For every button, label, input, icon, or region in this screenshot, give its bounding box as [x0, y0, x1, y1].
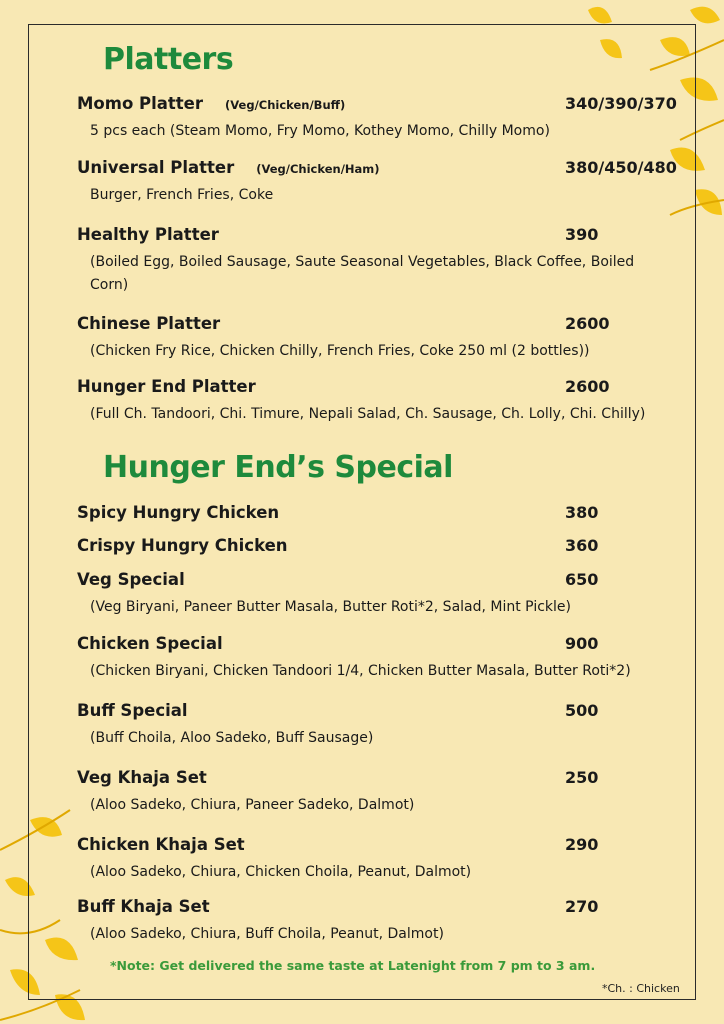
- item-description: (Aloo Sadeko, Chiura, Buff Choila, Peanut, Dalmot): [90, 926, 444, 942]
- item-name: Chicken Special: [77, 634, 223, 653]
- item-description: (Veg Biryani, Paneer Butter Masala, Butter Roti*2, Salad, Mint Pickle): [90, 599, 571, 615]
- item-price: 2600: [565, 314, 610, 333]
- item-name: Hunger End Platter: [77, 377, 256, 396]
- item-description: (Chicken Fry Rice, Chicken Chilly, French Fries, Coke 250 ml (2 bottles)): [90, 343, 590, 359]
- section-title-platters: Platters: [103, 42, 234, 77]
- item-price: 900: [565, 634, 599, 653]
- item-description: (Full Ch. Tandoori, Chi. Timure, Nepali Salad, Ch. Sausage, Ch. Lolly, Chi. Chilly): [90, 406, 646, 422]
- item-description: 5 pcs each (Steam Momo, Fry Momo, Kothey Momo, Chilly Momo): [90, 123, 550, 139]
- item-name: Veg Khaja Set: [77, 768, 207, 787]
- item-name: Momo Platter (Veg/Chicken/Buff): [77, 94, 346, 113]
- item-name: Buff Special: [77, 701, 188, 720]
- delivery-note: *Note: Get delivered the same taste at Latenight from 7 pm to 3 am.: [110, 958, 596, 973]
- item-description: (Aloo Sadeko, Chiura, Paneer Sadeko, Dalmot): [90, 797, 415, 813]
- item-description: (Chicken Biryani, Chicken Tandoori 1/4, Chicken Butter Masala, Butter Roti*2): [90, 663, 631, 679]
- item-price: 650: [565, 570, 599, 589]
- item-name: Crispy Hungry Chicken: [77, 536, 288, 555]
- item-name: Healthy Platter: [77, 225, 219, 244]
- item-description: Burger, French Fries, Coke: [90, 187, 274, 203]
- item-price: 500: [565, 701, 599, 720]
- item-name: Chinese Platter: [77, 314, 221, 333]
- item-name: Chicken Khaja Set: [77, 835, 245, 854]
- item-price: 250: [565, 768, 599, 787]
- item-price: 2600: [565, 377, 610, 396]
- item-price: 360: [565, 536, 599, 555]
- item-price: 380/450/480: [565, 158, 677, 177]
- item-description: (Boiled Egg, Boiled Sausage, Saute Seasonal Vegetables, Black Coffee, Boiled Corn): [90, 254, 635, 293]
- item-name: Buff Khaja Set: [77, 897, 210, 916]
- item-description: (Buff Choila, Aloo Sadeko, Buff Sausage): [90, 730, 374, 746]
- item-description: (Aloo Sadeko, Chiura, Chicken Choila, Peanut, Dalmot): [90, 864, 472, 880]
- item-variants: (Veg/Chicken/Buff): [225, 98, 346, 112]
- item-name: Spicy Hungry Chicken: [77, 503, 280, 522]
- item-variants: (Veg/Chicken/Ham): [256, 162, 380, 176]
- item-name: Veg Special: [77, 570, 185, 589]
- item-price: 270: [565, 897, 599, 916]
- item-price: 340/390/370: [565, 94, 677, 113]
- abbreviation-footnote: *Ch. : Chicken: [602, 982, 680, 995]
- section-title-specials: Hunger End’s Special: [103, 450, 453, 485]
- item-price: 290: [565, 835, 599, 854]
- item-price: 390: [565, 225, 599, 244]
- item-price: 380: [565, 503, 599, 522]
- item-name: Universal Platter (Veg/Chicken/Ham): [77, 158, 380, 177]
